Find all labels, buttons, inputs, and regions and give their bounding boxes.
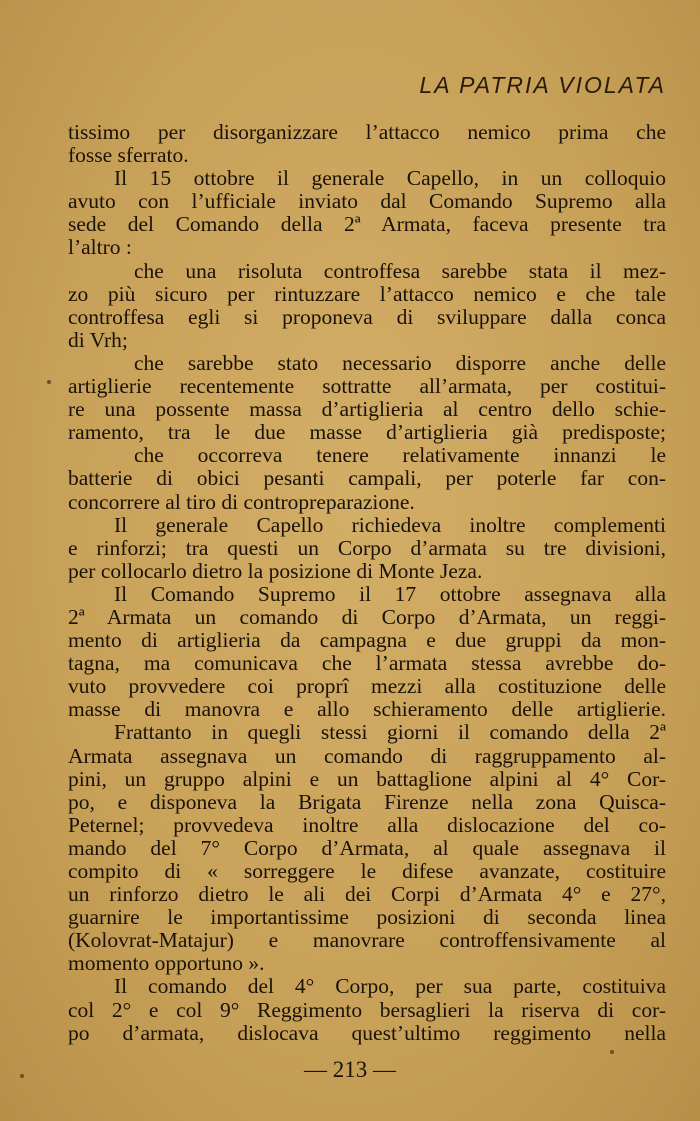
text-line: di Vrh; <box>68 327 128 352</box>
text-line: che sarebbe stato necessario disporre anche delle <box>134 350 666 375</box>
paper-speck <box>610 1050 614 1054</box>
text-line: 2ª Armata un comando di Corpo d’Armata, un reggi- <box>68 604 666 629</box>
paper-speck <box>20 1074 24 1078</box>
text-line: che una risoluta controffesa sarebbe stata il mez- <box>134 258 666 283</box>
text-line: Il 15 ottobre il generale Capello, in un colloquio <box>114 166 666 191</box>
text-line: Il Comando Supremo il 17 ottobre assegnava alla <box>114 581 666 606</box>
text-line: controffesa egli si proponeva di sviluppare dalla conca <box>68 304 666 329</box>
paper-speck <box>47 380 51 384</box>
text-line: Frattanto in quegli stessi giorni il comando della 2ª <box>114 720 666 745</box>
text-line: batterie di obici pesanti campali, per poterle far con- <box>68 466 666 491</box>
text-line: Armata assegnava un comando di raggruppamento al- <box>68 743 666 768</box>
text-line: momento opportuno ». <box>68 951 265 976</box>
text-line: artiglierie recentemente sottratte all’armata, per costitui- <box>68 374 666 399</box>
text-line: che occorreva tenere relativamente innanzi le <box>134 443 666 468</box>
text-line: concorrere al tiro di contropreparazione. <box>68 489 415 514</box>
text-line: mento di artiglieria da campagna e due gruppi da mon- <box>68 628 666 653</box>
text-line: re una possente massa d’artiglieria al centro dello schie- <box>68 397 666 422</box>
text-line: (Kolovrat-Matajur) e manovrare controffensivamente al <box>68 928 666 953</box>
text-line: masse di manovra e allo schieramento delle artiglierie. <box>68 697 666 722</box>
text-line: ramento, tra le due masse d’artiglieria già predisposte; <box>68 420 666 445</box>
text-line: l’altro : <box>68 235 132 260</box>
text-line: Il generale Capello richiedeva inoltre complementi <box>114 512 666 537</box>
text-line: po d’armata, dislocava quest’ultimo reggimento nella <box>68 1020 666 1045</box>
text-line: avuto con l’ufficiale inviato dal Comando Supremo alla <box>68 189 666 214</box>
text-line: compito di « sorreggere le difese avanzate, costituire <box>68 859 666 883</box>
text-line: Il comando del 4° Corpo, per sua parte, costituiva <box>114 974 666 999</box>
text-line: mando del 7° Corpo d’Armata, al quale assegnava il <box>68 835 666 860</box>
running-title: LA PATRIA VIOLATA <box>419 72 666 98</box>
text-line: col 2° e col 9° Reggimento bersaglieri la riserva di cor- <box>68 997 666 1022</box>
text-line: pini, un gruppo alpini e un battaglione alpini al 4° Cor- <box>68 766 666 791</box>
text-line: sede del Comando della 2ª Armata, faceva presente tra <box>68 212 666 237</box>
text-line: po, e disponeva la Brigata Firenze nella zona Quisca- <box>68 789 666 814</box>
text-line: per collocarlo dietro la posizione di Monte Jeza. <box>68 558 483 583</box>
text-line: un rinforzo dietro le ali dei Corpi d’Armata 4° e 27°, <box>68 882 666 907</box>
text-line: fosse sferrato. <box>68 143 189 168</box>
text-line: tagna, ma comunicava che l’armata stessa avrebbe do- <box>68 651 666 676</box>
text-line: guarnire le importantissime posizioni di seconda linea <box>68 905 666 930</box>
text-line: Peternel; provvedeva inoltre alla dislocazione del co- <box>68 812 666 837</box>
text-line: vuto provvedere coi proprî mezzi alla costituzione delle <box>68 674 666 699</box>
body-text <box>68 121 666 1045</box>
page-number: — 213 — <box>304 1057 396 1082</box>
text-line: tissimo per disorganizzare l’attacco nemico prima che <box>68 120 666 144</box>
text-line: zo più sicuro per rintuzzare l’attacco nemico e che tale <box>68 281 666 306</box>
text-line: e rinforzi; tra questi un Corpo d’armata su tre divisioni, <box>68 535 666 560</box>
